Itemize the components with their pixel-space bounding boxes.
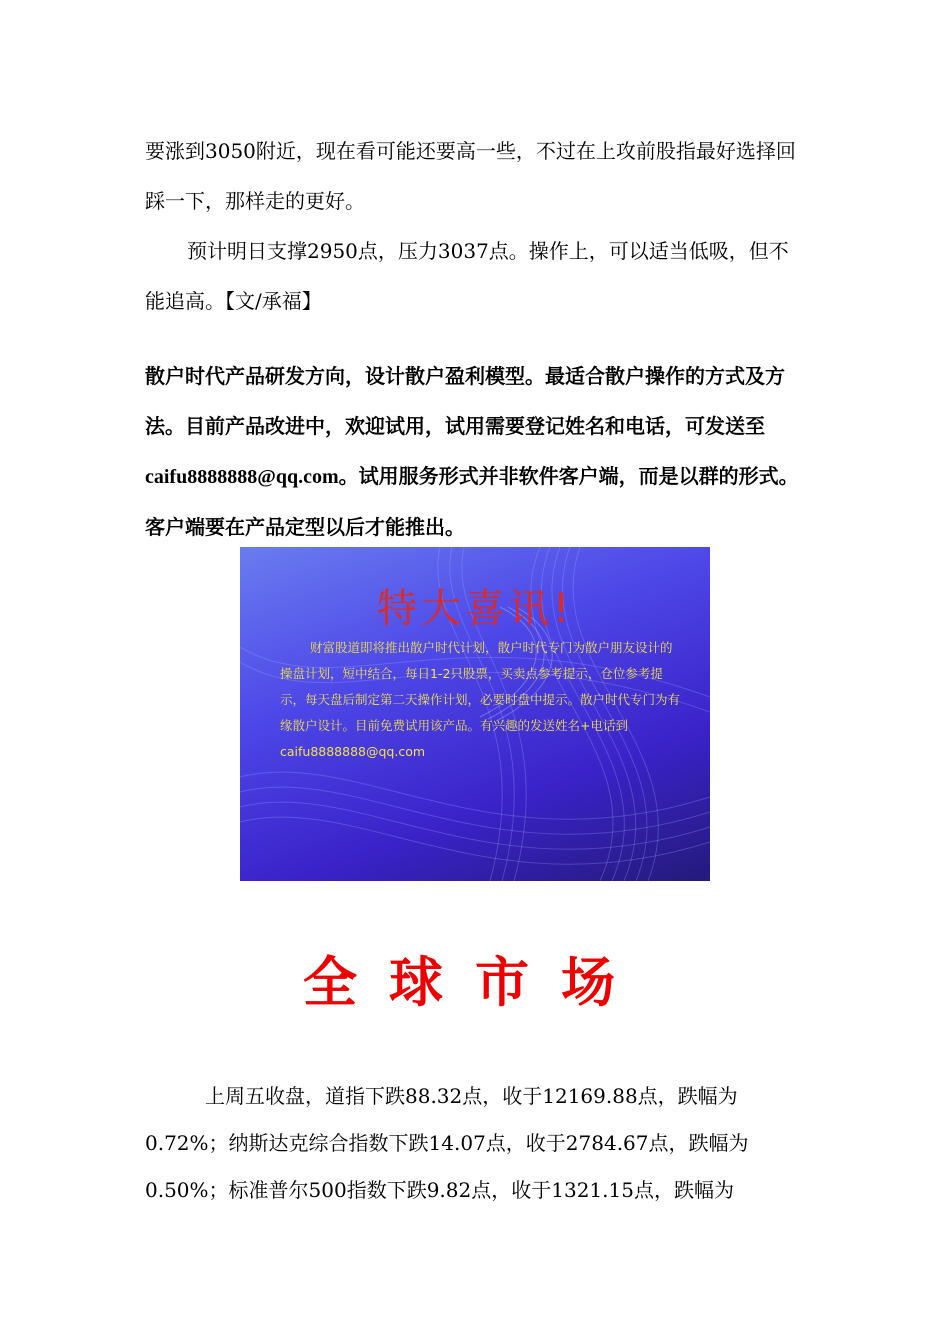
promo-paragraph [145,351,810,552]
market-paragraph [145,1073,810,1214]
analysis-paragraph-1 [145,126,805,226]
banner-title: 特大喜讯! [376,586,574,632]
section-heading: 全球市场 [303,951,647,1014]
analysis-paragraph-2 [145,226,805,326]
market-summary: 上周五收盘，道指下跌88.32点，收于12169.88点，跌幅为0.72%；纳斯达克综合指数下跌14.07点，收于2784.67点，跌幅为0.50%；标准普尔500指数下跌9.82点，收于1321.15点，跌幅为 [145,1084,749,1202]
analysis-text-1: 要涨到3050附近，现在看可能还要高一些，不过在上攻前股指最好选择回踩一下，那样走的更好。 [145,139,796,213]
promo-text-after: 。试用服务形式并非软件客户端，而是以群的形式。客户端要在产品定型以后才能推出。 [145,464,799,539]
analysis-text-2: 预计明日支撑2950点，压力3037点。操作上，可以适当低吸，但不能追高。【文/承福】 [145,239,789,313]
promo-email: caifu8888888@qq.com [145,466,339,488]
banner-body: 财富股道即将推出散户时代计划，散户时代专门为散户朋友设计的操盘计划，短中结合，每日1-2只股票，买卖点参考提示，仓位参考提示，每天盘后制定第二天操作计划，必要时盘中提示。散户时代专门为有缘散户设计。目前免费试用该产品。有兴趣的发送姓名+电话到caifu8888888@qq.com [280,640,681,759]
promo-text-before: 散户时代产品研发方向，设计散户盈利模型。最适合散户操作的方式及方法。目前产品改进中，欢迎试用，试用需要登记姓名和电话，可发送至 [145,364,785,438]
promo-banner-image [240,547,710,881]
